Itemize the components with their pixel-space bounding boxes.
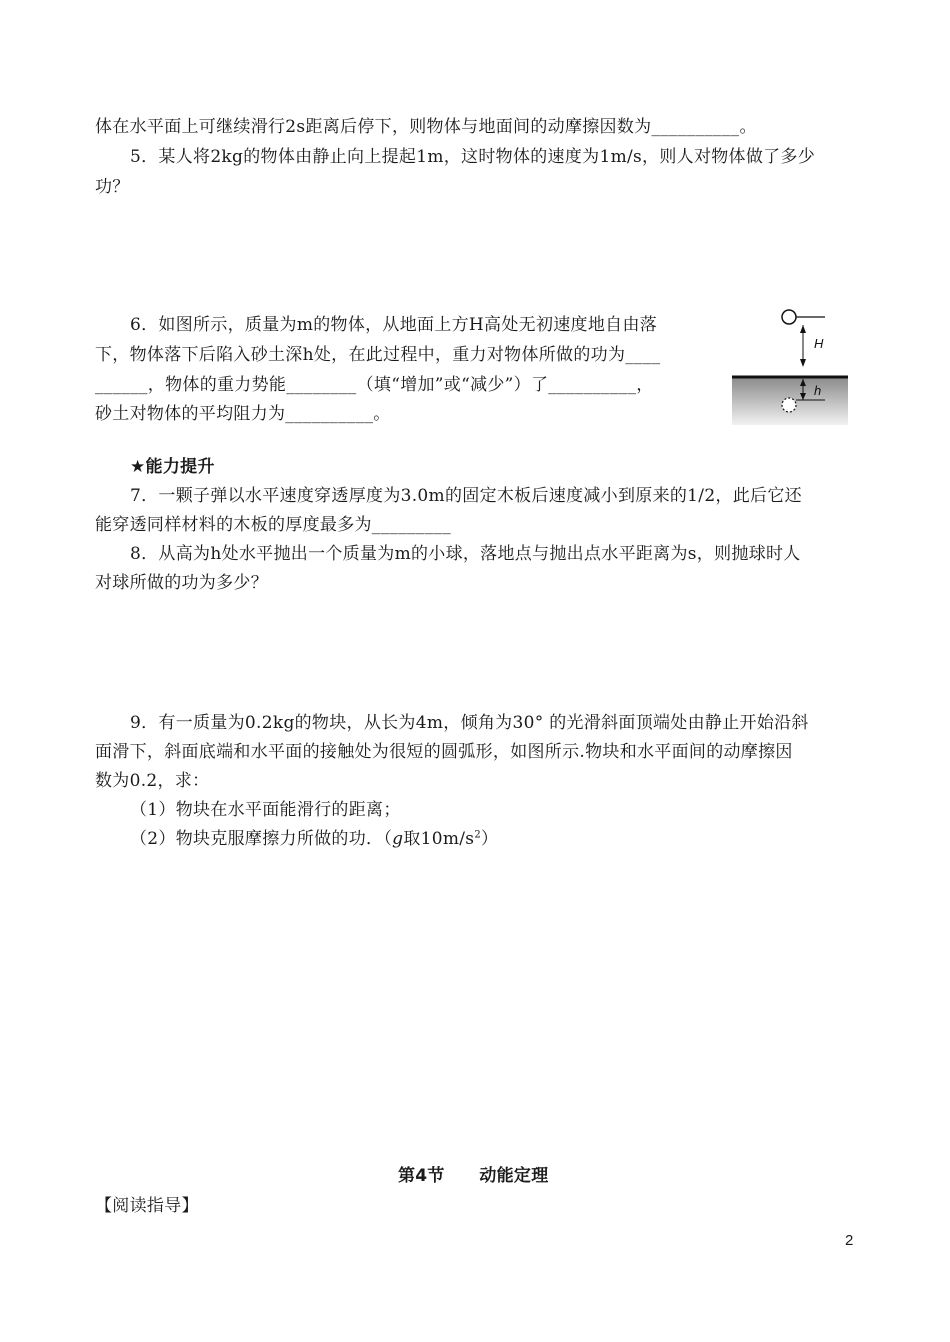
reading-guide-heading: 【阅读指导】	[95, 1196, 199, 1216]
sub-question-2	[130, 828, 498, 850]
text-line: 下，物体落下后陷入砂土深h处，在此过程中，重力对物体所做的功为____	[95, 345, 661, 365]
falling-object-figure	[730, 300, 850, 425]
page-number: 2	[845, 1232, 854, 1249]
text-line: 数为0.2，求：	[95, 771, 210, 791]
text-line: 体在水平面上可继续滑行2s距离后停下，则物体与地面间的动摩擦因数为__________。	[95, 117, 757, 137]
symbol-g: g	[392, 829, 404, 849]
text-line: 能穿透同样材料的木板的厚度最多为_________	[95, 515, 451, 535]
text-line: 砂土对物体的平均阻力为__________。	[95, 404, 391, 424]
text-line: 功？	[95, 177, 130, 197]
label-H: H	[814, 336, 824, 351]
section-heading-ability: ★能力提升	[130, 457, 215, 477]
section-title: 第4节 动能定理	[398, 1166, 549, 1186]
question-6: 6．如图所示，质量为m的物体，从地面上方H高处无初速度地自由落	[130, 315, 658, 335]
text-span: ）	[481, 829, 499, 849]
question-9: 9．有一质量为0.2kg的物块，从长为4m，倾角为30° 的光滑斜面顶端处由静止开始沿斜	[130, 713, 809, 733]
text-span: （2）物块克服摩擦力所做的功．（	[130, 829, 393, 849]
text-line: 面滑下，斜面底端和水平面的接触处为很短的圆弧形，如图所示.物块和水平面间的动摩擦因	[95, 742, 793, 762]
superscript: 2	[474, 829, 481, 841]
ball-top	[782, 310, 796, 324]
text-line: ______，物体的重力势能________（填“增加”或“减少”）了__________，	[95, 375, 654, 395]
question-5: 5．某人将2kg的物体由静止向上提起1m，这时物体的速度为1m/s，则人对物体做了多少	[130, 147, 816, 167]
sub-question-1: （1）物块在水平面能滑行的距离；	[130, 800, 401, 820]
label-h: h	[814, 383, 822, 398]
text-span: 取10m/s	[403, 829, 475, 849]
question-8: 8．从高为h处水平抛出一个质量为m的小球，落地点与抛出点水平距离为s，则抛球时人	[130, 544, 801, 564]
text-line: 对球所做的功为多少？	[95, 573, 268, 593]
question-7: 7．一颗子弹以水平速度穿透厚度为3.0m的固定木板后速度减小到原来的1/2，此后它还	[130, 486, 802, 506]
ball-bottom	[782, 398, 796, 412]
